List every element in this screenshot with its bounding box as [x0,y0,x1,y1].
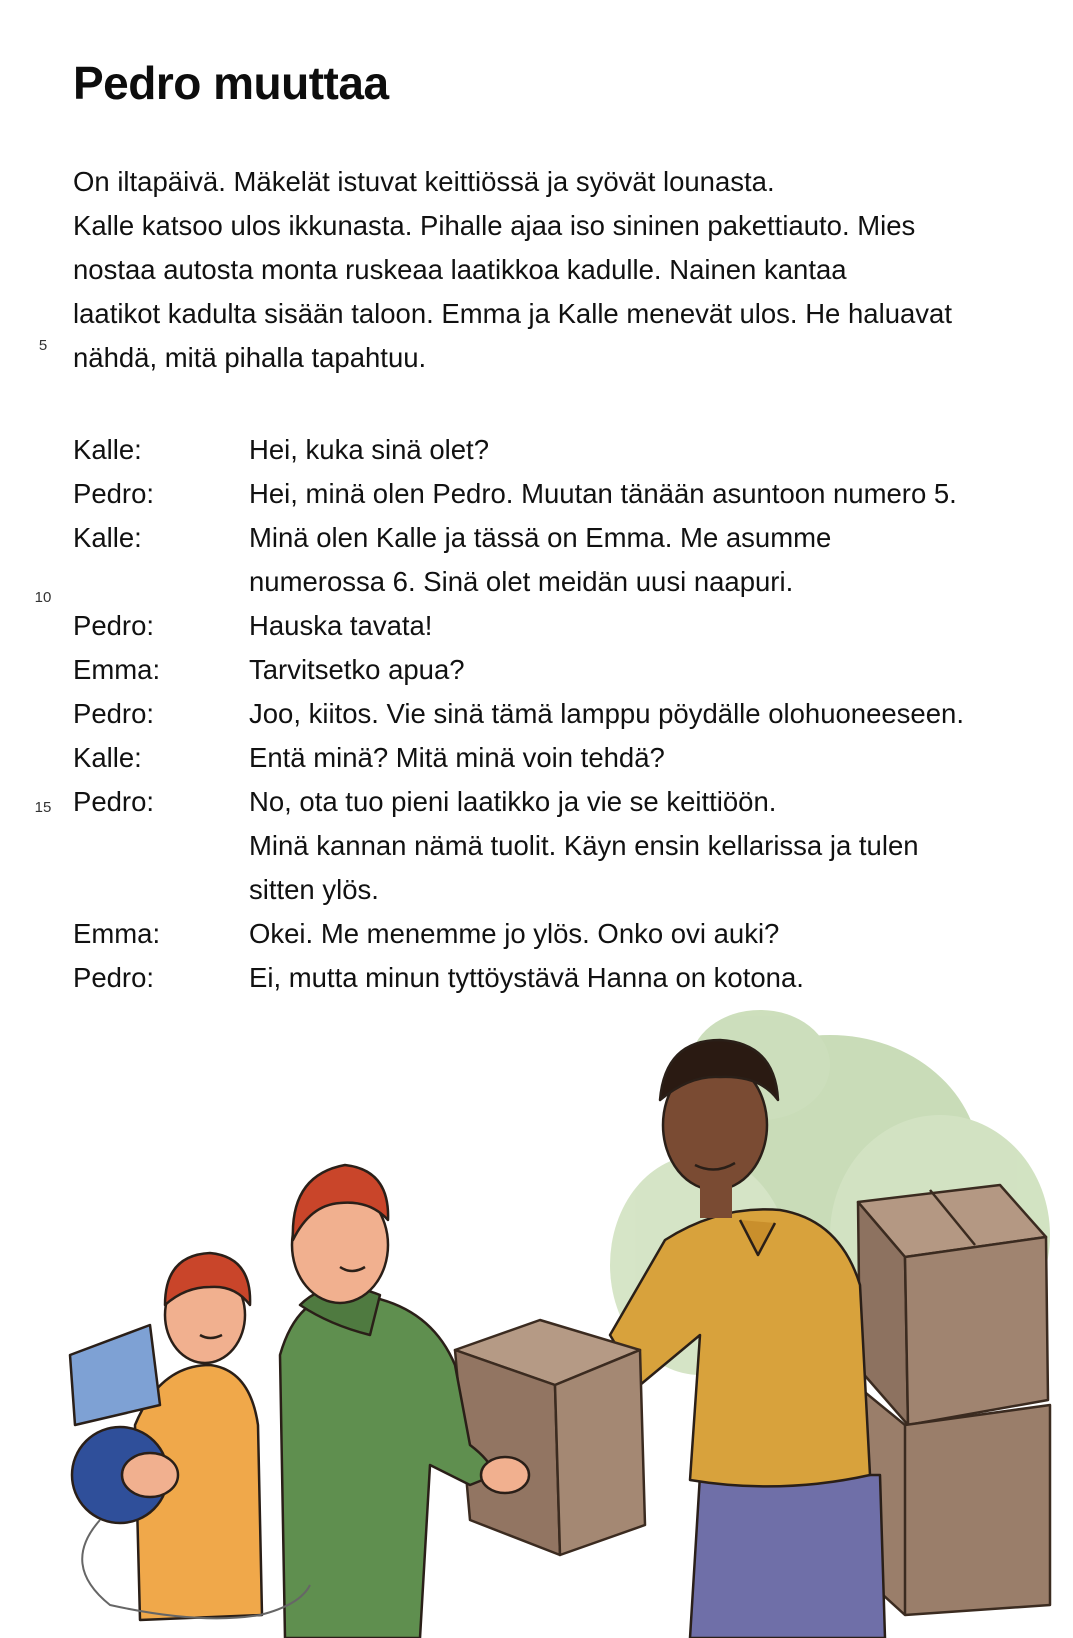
speech: Tarvitsetko apua? [249,654,465,685]
dialogue-line [73,560,1033,604]
speech: sitten ylös. [249,874,379,905]
speaker: Kalle: [73,742,142,773]
speaker: Emma: [73,654,161,685]
intro-paragraph [73,160,1033,380]
speech: Hei, minä olen Pedro. Muutan tänään asuntoon numero 5. [249,478,957,509]
dialogue-line [73,912,1033,956]
speech: No, ota tuo pieni laatikko ja vie se keittiöön. [249,786,777,817]
paragraph-line: Kalle katsoo ulos ikkunasta. Pihalle ajaa iso sininen pakettiauto. Mies [73,210,916,241]
dialogue-line [73,472,1033,516]
page-title: Pedro muuttaa [73,57,389,109]
dialogue-line [73,956,1033,1000]
dialogue-line [73,604,1033,648]
paragraph-line: On iltapäivä. Mäkelät istuvat keittiössä ja syövät lounasta. [73,166,775,197]
paragraph-line: laatikot kadulta sisään taloon. Emma ja Kalle menevät ulos. He haluavat [73,298,952,329]
dialogue-line [73,868,1033,912]
speech: Minä olen Kalle ja tässä on Emma. Me asumme [249,522,832,553]
dialogue-line [73,516,1033,560]
speech: Ei, mutta minun tyttöystävä Hanna on kotona. [249,962,804,993]
line-number: 15 [34,799,52,816]
paragraph-line: nostaa autosta monta ruskeaa laatikkoa kadulle. Nainen kantaa [73,254,847,285]
speaker: Pedro: [73,698,155,729]
dialogue-line [73,736,1033,780]
speech: Hei, kuka sinä olet? [249,434,489,465]
speech: Joo, kiitos. Vie sinä tämä lamppu pöydälle olohuoneeseen. [249,698,964,729]
speech: Minä kannan nämä tuolit. Käyn ensin kellarissa ja tulen [249,830,919,861]
speech: Okei. Me menemme jo ylös. Onko ovi auki? [249,918,780,949]
dialogue-line [73,428,1033,472]
speech: Entä minä? Mitä minä voin tehdä? [249,742,665,773]
speaker: Kalle: [73,434,142,465]
speech: Hauska tavata! [249,610,433,641]
speaker: Pedro: [73,962,155,993]
dialogue-line [73,692,1033,736]
line-number: 10 [34,589,52,606]
dialogue [73,428,1033,1000]
speaker: Pedro: [73,478,155,509]
speaker: Kalle: [73,522,142,553]
emma-figure [135,1253,262,1620]
moving-day-illustration [0,1005,1073,1638]
dialogue-line [73,824,1033,868]
paragraph-line: nähdä, mitä pihalla tapahtuu. [73,342,427,373]
speaker: Emma: [73,918,161,949]
dialogue-line [73,648,1033,692]
line-number: 5 [38,337,48,354]
speaker: Pedro: [73,786,155,817]
dialogue-line [73,780,1033,824]
carried-box [455,1320,645,1555]
speech: numerossa 6. Sinä olet meidän uusi naapuri. [249,566,794,597]
speaker: Pedro: [73,610,155,641]
